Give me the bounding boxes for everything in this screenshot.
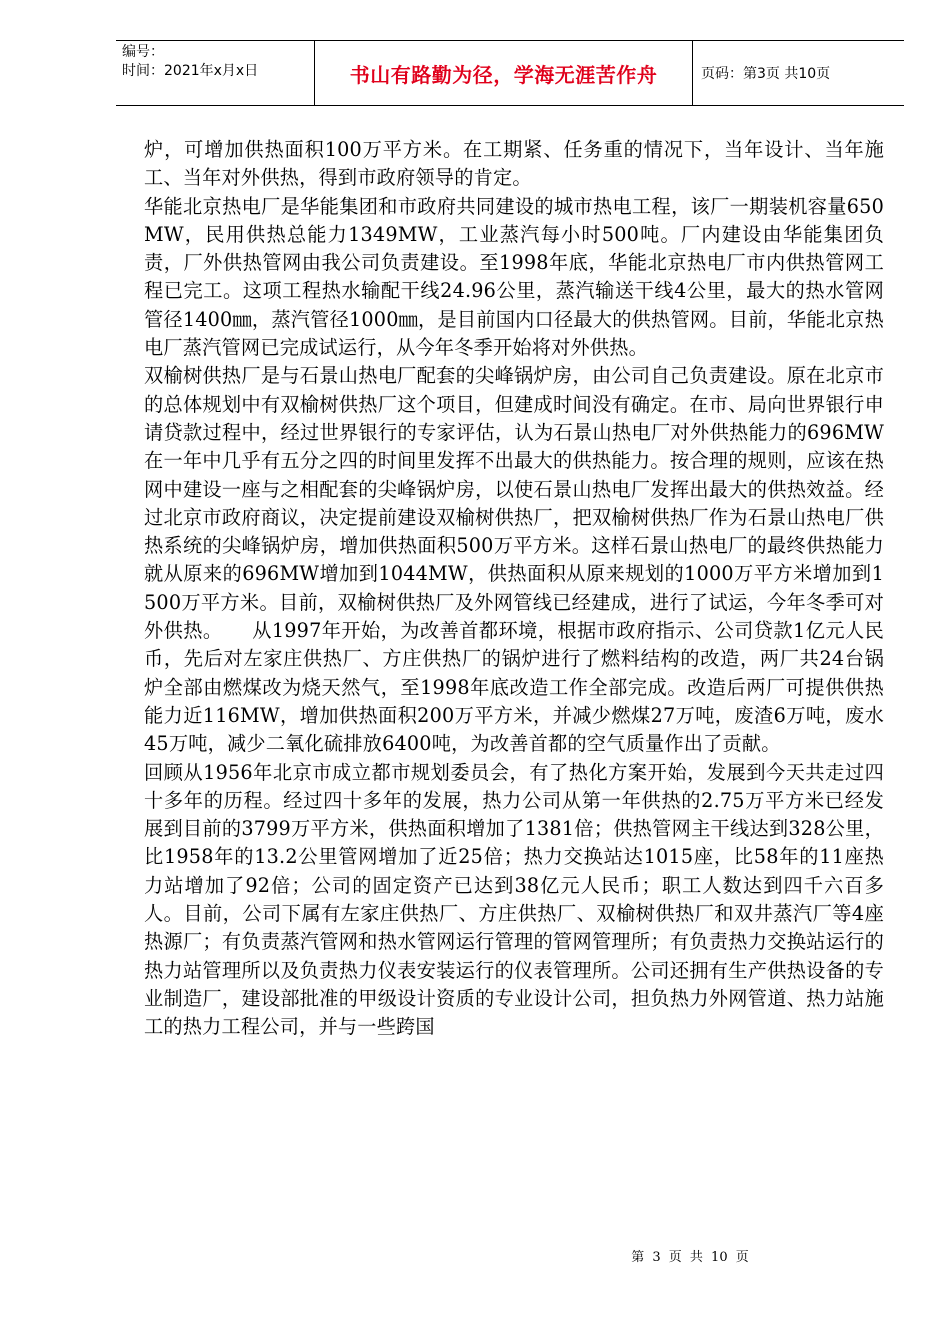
paragraph: 双榆树供热厂是与石景山热电厂配套的尖峰锅炉房，由公司自己负责建设。原在北京市的总体规划中有双榆树供热厂这个项目，但建成时间没有确定。在市、局向世界银行申请贷款过程中，经过世界银行的专家评估，认为石景山热电厂对外供热能力的696MW在一年中几乎有五分之四的时间里发挥不出最大的供热能力。按合理的规则，应该在热网中建设一座与之相配套的尖峰锅炉房，以使石景山热电厂发挥出最大的供热效益。经过北京市政府商议，决定提前建设双榆树供热厂，把双榆树供热厂作为石景山热电厂供热系统的尖峰锅炉房，增加供热面积500万平方米。这样石景山热电厂的最终供热能力就从原来的696MW增加到1044MW，供热面积从原来规划的1000万平方米增加到1500万平方米。目前，双榆树供热厂及外网管线已经建成，进行了试运，今年冬季可对外供热。 从1997年开始，为改善首都环境，根据市政府指示、公司贷款1亿元人民币，先后对左家庄供热厂、方庄供热厂的锅炉进行了燃料结构的改造，两厂共24台锅炉全部由燃煤改为烧天然气，至1998年底改造工作全部完成。改造后两厂可提供供热能力近116MW，增加供热面积200万平方米，并减少燃煤27万吨，废渣6万吨，废水45万吨，减少二氧化硫排放6400吨，为改善首都的空气质量作出了贡献。 bbox=[144, 364, 884, 756]
code-label: 编号： bbox=[122, 44, 164, 60]
paragraph: 炉，可增加供热面积100万平方米。在工期紧、任务重的情况下，当年设计、当年施工、当年对外供热，得到市政府领导的肯定。 bbox=[144, 138, 884, 190]
date-label: 时间：2021年x月x日 bbox=[122, 63, 259, 79]
page-footer: 第 3 页 共 10 页 bbox=[631, 1250, 749, 1265]
header-page-number: 页码：第3页 共10页 bbox=[701, 66, 831, 82]
document-body bbox=[144, 136, 884, 1042]
paragraph: 回顾从1956年北京市成立都市规划委员会，有了热化方案开始，发展到今天共走过四十多年的历程。经过四十多年的发展，热力公司从第一年供热的2.75万平方米已经发展到目前的3799万平方米，供热面积增加了1381倍；供热管网主干线达到328公里，比1958年的13.2公里管网增加了近25倍；热力交换站达1015座，比58年的11座热力站增加了92倍；公司的固定资产已达到38亿元人民币；职工人数达到四千六百多人。目前，公司下属有左家庄供热厂、方庄供热厂、双榆树供热厂和双井蒸汽厂等4座热源厂；有负责蒸汽管网和热水管网运行管理的管网管理所；有负责热力交换站运行的热力站管理所以及负责热力仪表安装运行的仪表管理所。公司还拥有生产供热设备的专业制造厂，建设部批准的甲级设计资质的专业设计公司，担负热力外网管道、热力站施工的热力工程公司，并与一些跨国 bbox=[144, 760, 884, 1039]
paragraph: 华能北京热电厂是华能集团和市政府共同建设的城市热电工程，该厂一期装机容量650MW，民用供热总能力1349MW，工业蒸汽每小时500吨。厂内建设由华能集团负责，厂外供热管网由我公司负责建设。至1998年底，华能北京热电厂市内供热管网工程已完工。这项工程热水输配干线24.96公里，蒸汽输送干线4公里，最大的热水管网管径1400㎜，蒸汽管径1000㎜，是目前国内口径最大的供热管网。目前，华能北京热电厂蒸汽管网已完成试运行，从今年冬季开始将对外供热。 bbox=[144, 194, 884, 360]
page-header bbox=[116, 40, 904, 106]
header-motto: 书山有路勤为径，学海无涯苦作舟 bbox=[349, 62, 658, 87]
header-meta bbox=[116, 41, 314, 105]
